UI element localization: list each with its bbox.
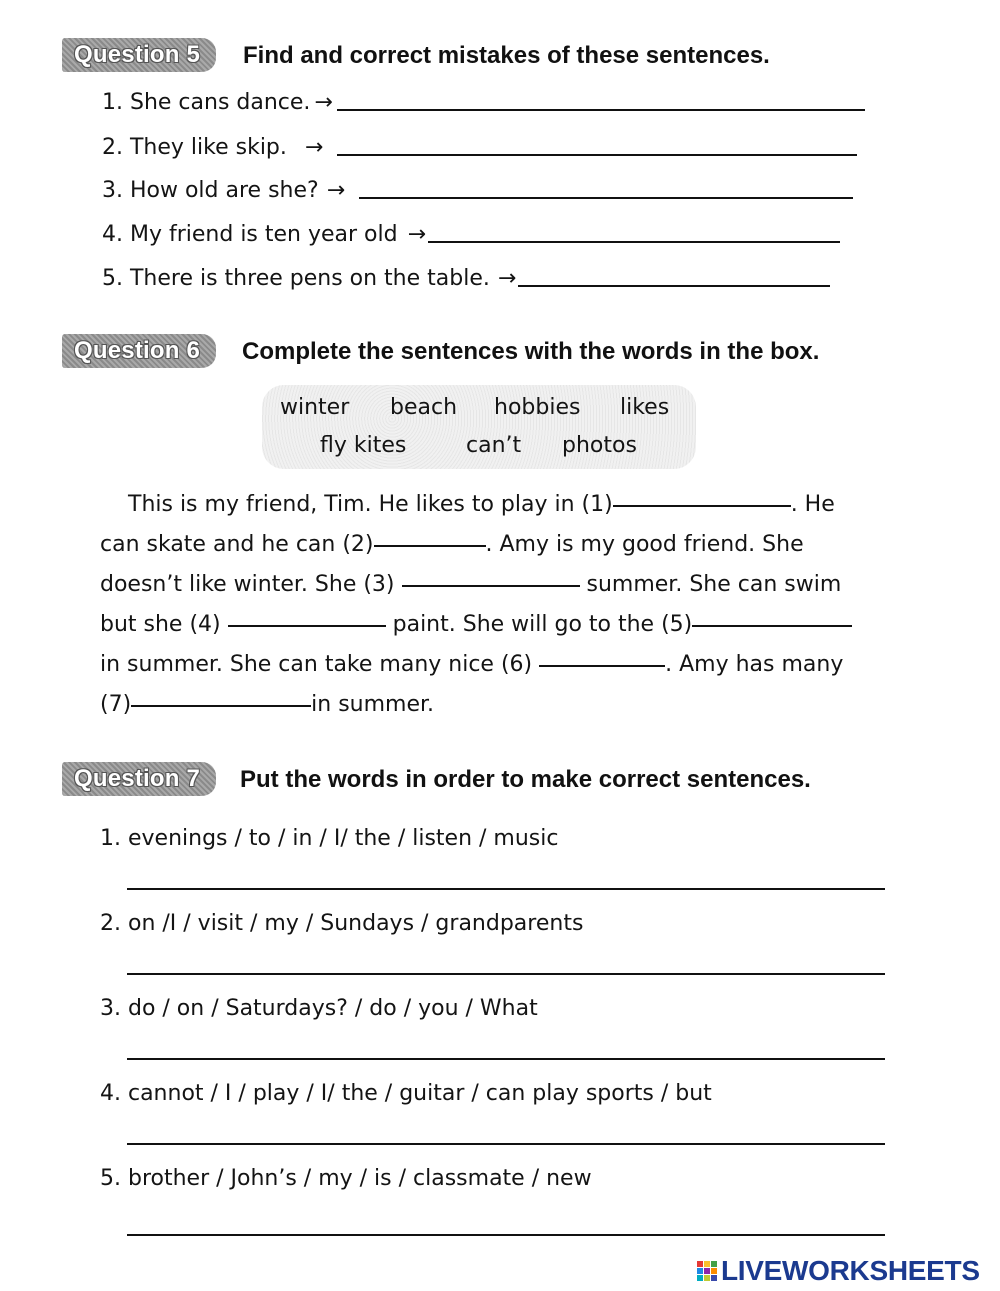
blank-3[interactable] [402, 585, 580, 587]
paragraph-line-6 [100, 692, 898, 717]
paragraph-line-3 [100, 572, 898, 597]
q5-item-2-text: 2. They like skip. [102, 135, 287, 160]
q7-item-3 [100, 996, 538, 1021]
arrow-icon: → [314, 90, 333, 115]
para-text: (7) [100, 692, 132, 717]
para-text: in summer. [311, 692, 435, 717]
q5-item-5 [102, 266, 830, 291]
para-text: paint. She will go to the (5) [385, 612, 693, 637]
question-7-heading: Put the words in order to make correct sentences. [240, 766, 811, 793]
q5-item-1-text: 1. She cans dance. [102, 90, 311, 115]
word-photos: photos [562, 433, 637, 458]
logo-text: LIVEWORKSHEETS [721, 1255, 980, 1286]
q5-answer-2-blank[interactable] [337, 154, 857, 156]
blank-5[interactable] [692, 625, 852, 627]
question-7-badge: Question 7 [62, 762, 216, 796]
q7-item-2 [100, 911, 583, 936]
paragraph-line-5 [100, 652, 898, 677]
q7-answer-3-line[interactable] [127, 1058, 885, 1060]
paragraph-line-2 [100, 532, 898, 557]
para-text: can skate and he can (2) [100, 532, 374, 557]
q7-item-1 [100, 826, 558, 851]
q7-item-4-text: 4. cannot / I / play / I/ the / guitar / can play sports / but [100, 1081, 712, 1106]
q7-item-3-text: 3. do / on / Saturdays? / do / you / What [100, 996, 538, 1021]
question-5-badge: Question 5 [62, 38, 216, 72]
q7-answer-2-line[interactable] [127, 973, 885, 975]
question-6-heading: Complete the sentences with the words in the box. [242, 338, 820, 365]
logo-square [697, 1268, 703, 1274]
q7-item-1-text: 1. evenings / to / in / I/ the / listen / music [100, 826, 559, 851]
q5-answer-5-blank[interactable] [518, 285, 830, 287]
blank-6[interactable] [539, 665, 665, 667]
paragraph-line-4 [100, 612, 898, 637]
q7-item-4 [100, 1081, 712, 1106]
q5-item-3 [102, 178, 853, 203]
blank-1[interactable] [613, 505, 791, 507]
arrow-icon: → [407, 222, 427, 247]
para-text: . He [790, 492, 835, 517]
logo-square [697, 1261, 703, 1267]
word-hobbies: hobbies [494, 395, 581, 420]
para-text: . Amy has many [665, 652, 844, 677]
logo-square [711, 1275, 717, 1281]
q5-item-3-text: 3. How old are she? [102, 178, 319, 203]
logo-square [697, 1275, 703, 1281]
liveworksheets-logo[interactable] [697, 1255, 980, 1287]
q7-answer-4-line[interactable] [127, 1143, 885, 1145]
q5-item-4 [102, 222, 840, 247]
blank-7[interactable] [131, 705, 311, 707]
logo-square [711, 1268, 717, 1274]
logo-square [704, 1261, 710, 1267]
arrow-icon: → [326, 178, 346, 203]
q7-item-2-text: 2. on /I / visit / my / Sundays / grandparents [100, 911, 584, 936]
q7-item-5-text: 5. brother / John’s / my / is / classmate / new [100, 1166, 592, 1191]
q7-item-5 [100, 1166, 592, 1191]
para-text: but she (4) [100, 612, 228, 637]
para-text: . Amy is my good friend. She [485, 532, 804, 557]
para-text: This is my friend, Tim. He likes to play in (1) [128, 492, 613, 517]
arrow-icon: → [304, 135, 324, 160]
q5-answer-1-blank[interactable] [337, 109, 865, 111]
word-likes: likes [620, 395, 670, 420]
logo-square [704, 1268, 710, 1274]
para-text: summer. She can swim [579, 572, 842, 597]
word-box [262, 385, 696, 469]
word-beach: beach [390, 395, 458, 420]
q5-answer-3-blank[interactable] [359, 197, 853, 199]
arrow-icon: → [497, 266, 517, 291]
word-fly-kites: fly kites [320, 433, 407, 458]
logo-grid-icon [697, 1261, 717, 1281]
blank-2[interactable] [374, 545, 486, 547]
q7-answer-1-line[interactable] [127, 888, 885, 890]
logo-square [704, 1275, 710, 1281]
paragraph-line-1 [100, 492, 898, 517]
q7-answer-5-line[interactable] [127, 1234, 885, 1236]
para-text: doesn’t like winter. She (3) [100, 572, 402, 597]
q5-item-2 [102, 135, 857, 160]
blank-4[interactable] [228, 625, 386, 627]
question-6-badge: Question 6 [62, 334, 216, 368]
logo-square [711, 1261, 717, 1267]
para-text: in summer. She can take many nice (6) [100, 652, 540, 677]
q5-answer-4-blank[interactable] [428, 241, 840, 243]
question-5-heading: Find and correct mistakes of these sentences. [243, 42, 770, 69]
q5-item-1 [102, 90, 865, 115]
word-cant: can’t [466, 433, 522, 458]
q5-item-4-text: 4. My friend is ten year old [102, 222, 398, 247]
word-winter: winter [280, 395, 350, 420]
q5-item-5-text: 5. There is three pens on the table. [102, 266, 490, 291]
